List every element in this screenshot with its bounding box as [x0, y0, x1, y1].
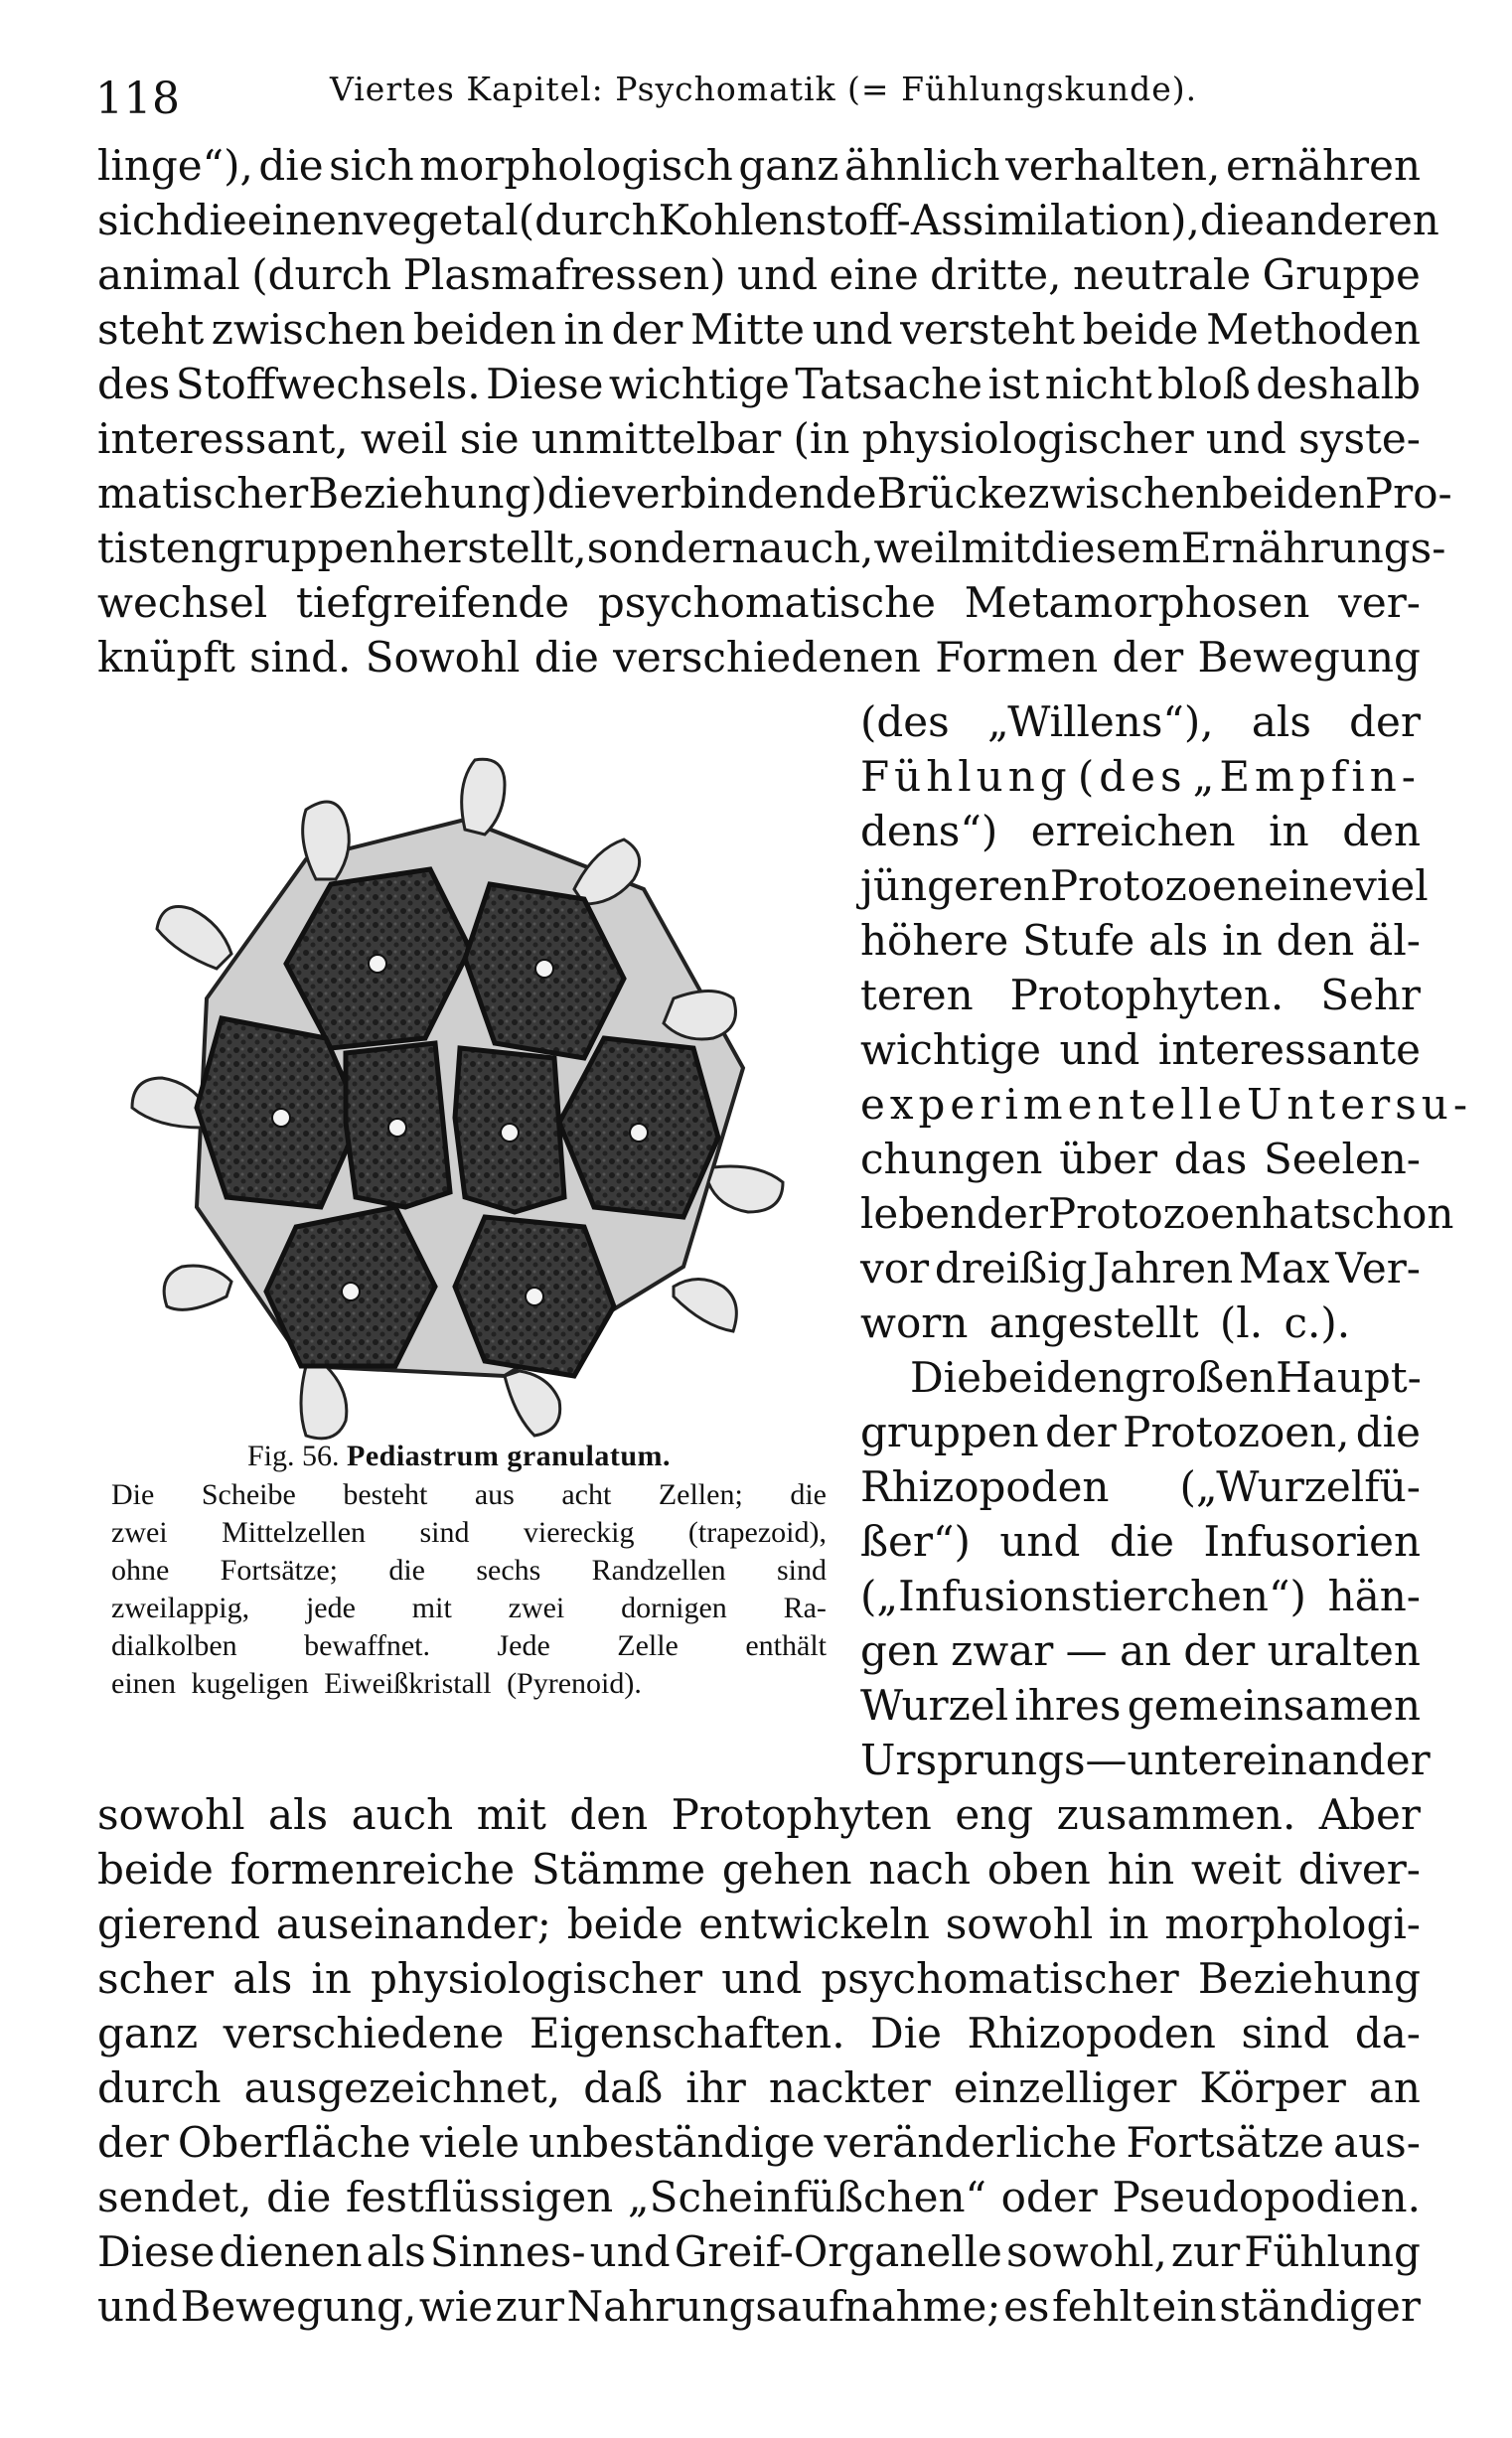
- text-line: linge“), die sich morphologisch ganz ähnlich verhalten, ernähren: [97, 141, 1421, 190]
- text-line: Die beiden großen Haupt-: [910, 1353, 1422, 1402]
- text-line: knüpft sind. Sowohl die verschiedenen Formen der Bewegung: [97, 633, 1421, 682]
- caption-line: zwei Mittelzellen sind viereckig (trapezoid),: [111, 1516, 827, 1549]
- text-line: beide formenreiche Stämme gehen nach oben hin weit diver-: [97, 1845, 1421, 1894]
- text-line: gruppen der Protozoen, die: [860, 1408, 1421, 1456]
- text-line: interessant, weil sie unmittelbar (in physiologischer und syste-: [97, 414, 1421, 463]
- text-line: Wurzel ihres gemeinsamen: [860, 1681, 1421, 1730]
- text-line: tistengruppen herstellt, sondern auch, weil mit diesem Ernährungs-: [97, 524, 1446, 572]
- text-line: gen zwar — an der uralten: [860, 1626, 1421, 1675]
- figure-label: Fig. 56.: [246, 1440, 340, 1472]
- running-title: Viertes Kapitel: Psychomatik (= Fühlungskunde).: [330, 70, 1198, 108]
- text-line: durch ausgezeichnet, daß ihr nackter einzelliger Körper an: [97, 2063, 1421, 2112]
- text-line: dens“) erreichen in den: [860, 807, 1421, 855]
- text-line: teren Protophyten. Sehr: [860, 971, 1421, 1019]
- text-line: gierend auseinander; beide entwickeln sowohl in morphologi-: [97, 1900, 1421, 1948]
- caption-line: zweilappig, jede mit zwei dornigen Ra-: [111, 1592, 827, 1624]
- text-line: sendet, die festflüssigen „Scheinfüßchen“ oder Pseudopodien.: [97, 2173, 1421, 2221]
- text-line: Rhizopoden („Wurzelfü-: [860, 1462, 1421, 1511]
- text-line: jüngeren Protozoen eine viel: [860, 861, 1429, 910]
- figure-caption: [111, 1437, 827, 1703]
- pediastrum-granulatum-illustration: [107, 740, 823, 1455]
- figure-svg: [107, 740, 823, 1455]
- text-line: scher als in physiologischer und psychomatischer Beziehung: [97, 1954, 1421, 2003]
- text-line: des Stoffwechsels. Diese wichtige Tatsache ist nicht bloß deshalb: [97, 360, 1421, 408]
- text-line: leben der Protozoen hat schon: [860, 1189, 1454, 1238]
- text-line: („Infusionstierchen“) hän-: [860, 1572, 1421, 1620]
- text-line: höhere Stufe als in den äl-: [860, 916, 1421, 965]
- text-line: chungen über das Seelen-: [860, 1135, 1421, 1183]
- text-line: und Bewegung, wie zur Nahrungsaufnahme; es fehlt ein ständiger: [97, 2282, 1421, 2331]
- text-line: (des „Willens“), als der: [860, 697, 1421, 746]
- text-line: steht zwischen beiden in der Mitte und versteht beide Methoden: [97, 305, 1421, 354]
- page-number: 118: [95, 74, 181, 124]
- caption-line: einen kugeligen Eiweißkristall (Pyrenoid).: [111, 1667, 642, 1700]
- text-line: wichtige und interessante: [860, 1025, 1421, 1074]
- page-header: [95, 62, 1417, 131]
- text-line: worn angestellt (l. c.).: [860, 1298, 1351, 1347]
- figure-title: Pediastrum granulatum.: [347, 1440, 672, 1472]
- text-line: sich die einen vegetal (durch Kohlenstoff-Assimilation), die anderen: [97, 196, 1439, 244]
- figure-caption-title: [91, 1437, 827, 1476]
- text-line: Diese dienen als Sinnes- und Greif-Organelle sowohl, zur Fühlung: [97, 2227, 1421, 2276]
- text-line: animal (durch Plasmafressen) und eine dritte, neutrale Gruppe: [97, 250, 1421, 299]
- text-line: experimentelle Untersu-: [860, 1080, 1473, 1129]
- text-line: der Oberfläche viele unbeständige veränderliche Fortsätze aus-: [97, 2118, 1421, 2167]
- text-line: Fühlung (des „Empfin-: [860, 752, 1421, 801]
- text-line: matischer Beziehung) die verbindende Brücke zwischen beiden Pro-: [97, 469, 1452, 518]
- caption-line: ohne Fortsätze; die sechs Randzellen sind: [111, 1554, 827, 1587]
- caption-line: dialkolben bewaffnet. Jede Zelle enthält: [111, 1629, 827, 1662]
- text-line: sowohl als auch mit den Protophyten eng zusammen. Aber: [97, 1790, 1421, 1839]
- text-line: ganz verschiedene Eigenschaften. Die Rhizopoden sind da-: [97, 2009, 1421, 2057]
- text-line: vor dreißig Jahren Max Ver-: [860, 1244, 1421, 1293]
- text-line: Ursprungs — untereinander: [860, 1736, 1431, 1784]
- caption-line: Die Scheibe besteht aus acht Zellen; die: [111, 1478, 827, 1511]
- text-line: ßer“) und die Infusorien: [860, 1517, 1421, 1566]
- text-line: wechsel tiefgreifende psychomatische Metamorphosen ver-: [97, 578, 1421, 627]
